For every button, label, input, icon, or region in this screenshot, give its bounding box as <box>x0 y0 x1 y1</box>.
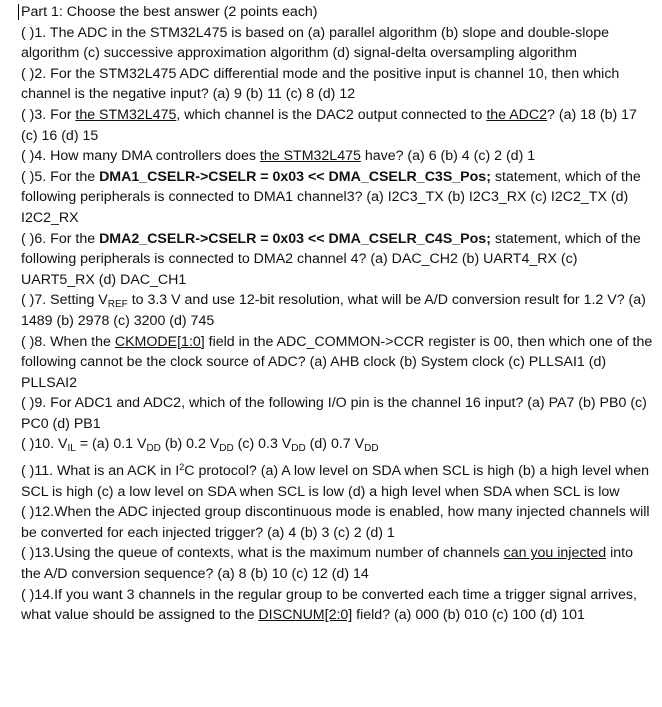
question-8 <box>21 332 654 394</box>
q10-sub-dd-d: DD <box>364 443 379 455</box>
question-3 <box>21 105 654 146</box>
q10-sub-dd-a: DD <box>146 443 161 455</box>
q10-text-a: ( )10. V <box>21 436 68 453</box>
q3-underline-stm32: the STM32L475 <box>75 106 177 123</box>
question-2: ( )2. For the STM32L475 ADC differential mode and the positive input is channel 10, then which channel is the negative input? (a) 9 (b) 11 (c) 8 (d) 12 <box>21 65 620 103</box>
q11-text-c: C protocol? (a) A low level on SDA when SCL is high (b) a high level when SCL is high (c) a low level on SDA when SCL is low (d) a high level when SDA when SCL is low <box>21 463 650 500</box>
q5-text-c: statement, which of the following peripherals is connected to DMA1 channel3? (a) I2C3_TX (b) I2C3_RX (c) I2C2_TX (d) I2C2_RX <box>21 168 641 226</box>
part-title <box>21 2 654 23</box>
q13-underline: can you injected <box>503 545 607 562</box>
question-13 <box>21 543 654 584</box>
part-title-text: Part 1: Choose the best answer (2 points each) <box>21 4 318 20</box>
question-4 <box>21 146 654 167</box>
q6-text-a: ( )6. For the <box>21 230 100 247</box>
q4-underline-stm32: the STM32L475 <box>259 148 361 165</box>
q4-text-a: ( )4. How many DMA controllers does <box>21 148 260 165</box>
q8-text-c: field in the ADC_COMMON->CCR register is 00, then which one of the following cannot be the clock source of ADC? (a) AHB clock (b) System clock (c) PLLSAI1 (d) PLLSAI2 <box>21 333 653 391</box>
q8-text-a: ( )8. When the <box>21 333 115 350</box>
q10-sub-dd-b: DD <box>219 443 234 455</box>
q5-code: DMA1_CSELR->CSELR = 0x03 << DMA_CSELR_C3S_Pos; <box>99 168 491 185</box>
question-10 <box>21 434 654 455</box>
q14-text-a: ( )14.If you want 3 channels in the regular group to be converted each time a trigger signal arrives, what value should be assigned to the <box>21 586 637 624</box>
q7-subscript: REF <box>107 299 128 311</box>
question-9: ( )9. For ADC1 and ADC2, which of the following I/O pin is the channel 16 input? (a) PA7 (b) PB0 (c) PC0 (d) PB1 <box>21 395 647 432</box>
question-5 <box>21 167 654 229</box>
q10-sub-dd-c: DD <box>291 443 306 455</box>
question-7 <box>21 290 654 331</box>
q3-text-a: ( )3. For <box>21 106 76 123</box>
q13-options: into the A/D conversion sequence? (a) 8 (b) 10 (c) 12 (d) 14 <box>21 545 633 583</box>
q10-option-a: = (a) 0.1 V <box>75 436 147 453</box>
q10-option-d: (d) 0.7 V <box>305 436 365 453</box>
q14-underline-discnum: DISCNUM[2:0] <box>258 607 353 624</box>
q3-text-c: , which channel is the DAC2 output connected to <box>176 106 487 123</box>
q7-text-a: ( )7. Setting V <box>21 292 108 309</box>
question-6 <box>21 229 654 291</box>
q11-text-a: ( )11. What is an ACK in I <box>21 463 180 480</box>
question-14 <box>21 585 654 626</box>
text-cursor <box>18 4 19 20</box>
question-11 <box>21 461 654 502</box>
question-1: ( )1. The ADC in the STM32L475 is based on (a) parallel algorithm (b) slope and double-slope algorithm (c) successive approximation algorithm (d) signal-delta oversampling algorithm <box>21 24 610 62</box>
q3-options: ? (a) 18 (b) 17 (c) 16 (d) 15 <box>21 106 637 144</box>
q4-options: have? (a) 6 (b) 4 (c) 2 (d) 1 <box>360 148 536 165</box>
q3-underline-adc2: the ADC2 <box>486 106 548 123</box>
q10-option-b: (b) 0.2 V <box>160 436 220 453</box>
q5-text-a: ( )5. For the <box>21 168 100 185</box>
q6-text-c: statement, which of the following peripherals is connected to DMA2 channel 4? (a) DAC_CH2 (b) UART4_RX (c) UART5_RX (d) DAC_CH1 <box>21 230 641 288</box>
q11-superscript: 2 <box>179 462 185 473</box>
question-12: ( )12.When the ADC injected group discontinuous mode is enabled, how many injected channels will be converted for each injected trigger? (a) 4 (b) 3 (c) 2 (d) 1 <box>21 504 650 541</box>
q6-code: DMA2_CSELR->CSELR = 0x03 << DMA_CSELR_C4S_Pos; <box>99 230 491 247</box>
q10-option-c: (c) 0.3 V <box>233 436 292 453</box>
q13-text-a: ( )13.Using the queue of contexts, what is the maximum number of channels <box>21 545 504 562</box>
q8-underline-ckmode: CKMODE[1:0] <box>114 333 205 350</box>
q10-sub-il: IL <box>67 443 76 455</box>
q14-options: field? (a) 000 (b) 010 (c) 100 (d) 101 <box>352 607 585 624</box>
q7-text-c: to 3.3 V and use 12-bit resolution, what will be A/D conversion result for 1.2 V? (a) 1489 (b) 2978 (c) 3200 (d) 745 <box>21 292 646 329</box>
